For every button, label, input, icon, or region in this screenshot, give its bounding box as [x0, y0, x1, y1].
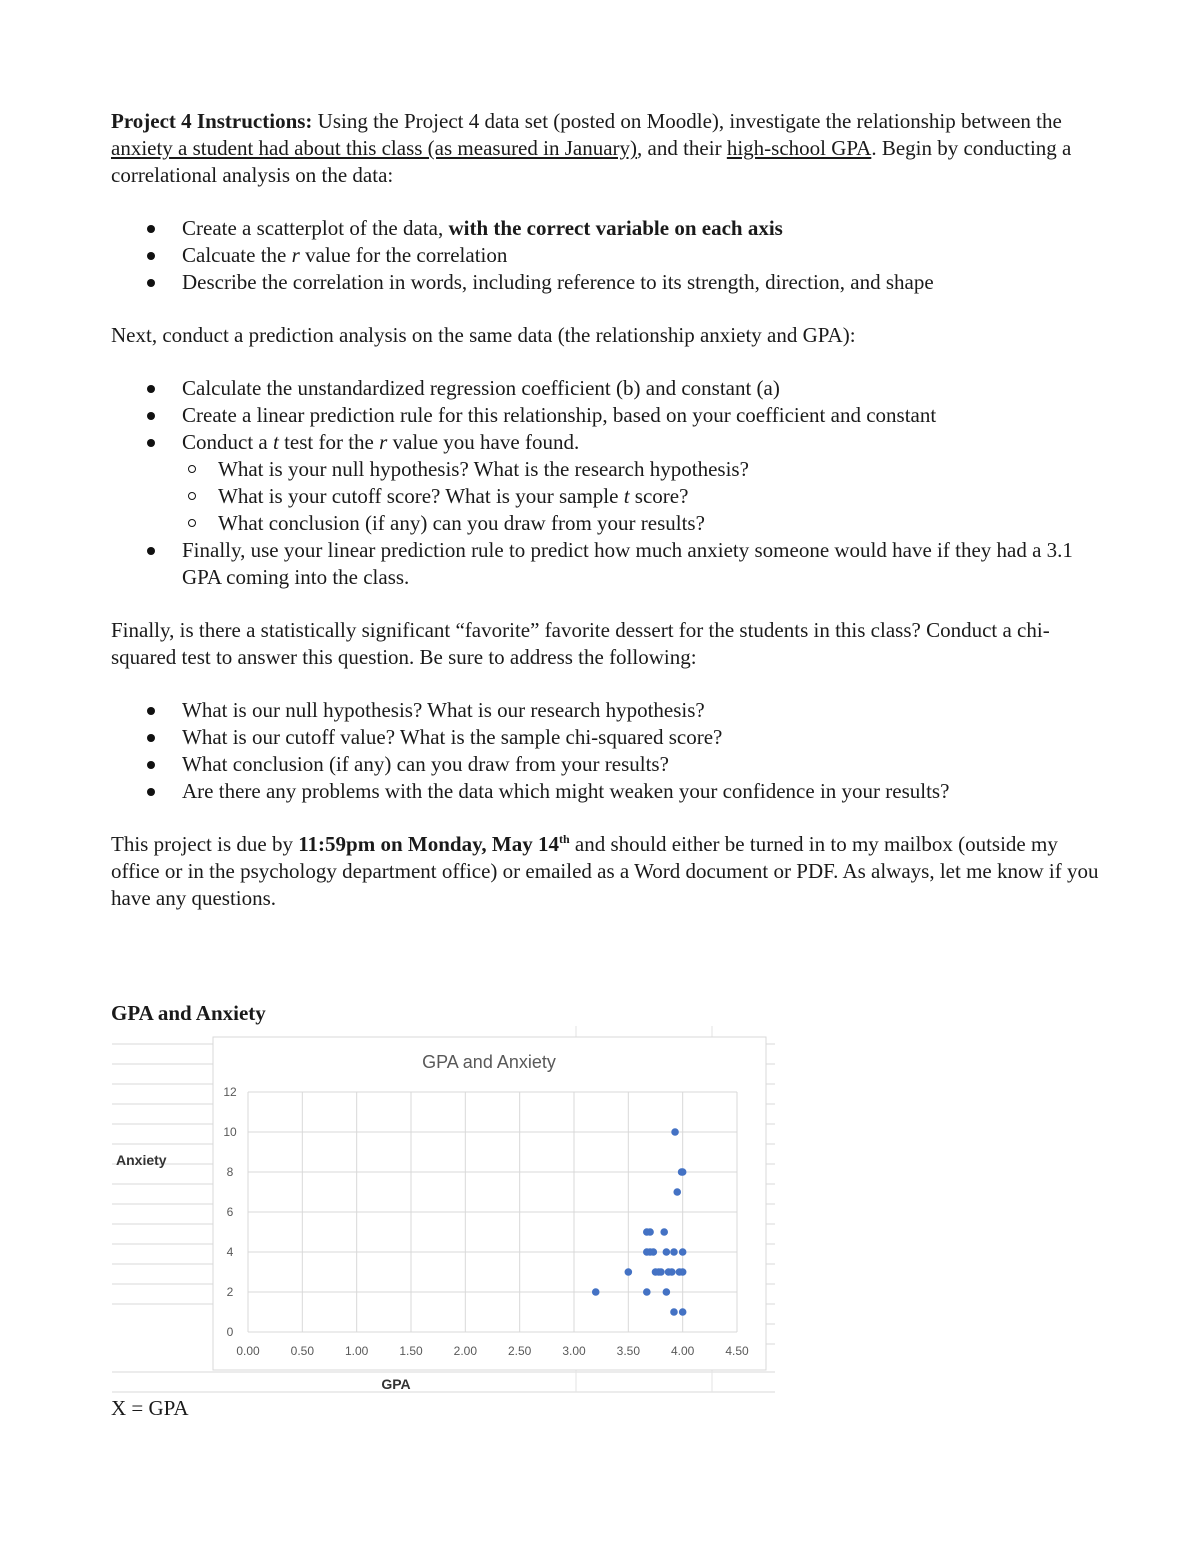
intro-text: . Begin by conducting a correlational analysis on the data: — [111, 136, 1072, 187]
data-point — [673, 1188, 681, 1196]
document-body — [111, 108, 1101, 912]
data-point — [643, 1288, 651, 1296]
y-tick-label: 8 — [226, 1165, 234, 1179]
list-item: Create a scatterplot of the data, with the correct variable on each axis — [111, 215, 1101, 242]
list-item: Create a linear prediction rule for this relationship, based on your coefficient and constant — [111, 402, 1101, 429]
intro-heading: Project 4 Instructions: — [111, 109, 313, 133]
list-item: What is our null hypothesis? What is our research hypothesis? — [111, 697, 1101, 724]
intro-text: , and their — [637, 136, 727, 160]
x-tick-label: 2.50 — [507, 1344, 532, 1358]
y-tick-label: 10 — [223, 1125, 237, 1139]
chi-squared-task-list — [111, 697, 1101, 805]
y-tick-label: 12 — [223, 1085, 237, 1099]
list-item: What is our cutoff value? What is the sample chi-squared score? — [111, 724, 1101, 751]
data-point — [679, 1248, 687, 1256]
data-point — [663, 1248, 671, 1256]
data-point — [671, 1128, 679, 1136]
data-point — [668, 1268, 676, 1276]
y-tick-label: 0 — [226, 1325, 234, 1339]
prediction-intro: Next, conduct a prediction analysis on the same data (the relationship anxiety and GPA): — [111, 323, 856, 347]
x-tick-label: 3.00 — [562, 1344, 586, 1358]
data-point — [679, 1168, 687, 1176]
x-tick-label: 0.00 — [236, 1344, 260, 1358]
correlation-task-list — [111, 215, 1101, 296]
x-tick-label: 4.50 — [725, 1344, 749, 1358]
list-item: Calculate the unstandardized regression coefficient (b) and constant (a) — [111, 375, 1101, 402]
prediction-task-list — [111, 375, 1101, 591]
data-point — [679, 1308, 687, 1316]
y-tick-label: 4 — [226, 1245, 234, 1259]
x-tick-label: 0.50 — [290, 1344, 315, 1358]
sub-list-item: What conclusion (if any) can you draw from your results? — [182, 510, 1101, 537]
data-point — [625, 1268, 633, 1276]
chart-section-heading: GPA and Anxiety — [111, 1001, 266, 1025]
x-tick-label: 1.50 — [399, 1344, 423, 1358]
data-point — [657, 1268, 665, 1276]
sub-list-item: What is your cutoff score? What is your sample t score? — [182, 483, 1101, 510]
sub-list-item: What is your null hypothesis? What is the research hypothesis? — [182, 456, 1101, 483]
scatter-chart — [100, 1020, 790, 1400]
data-point — [646, 1228, 654, 1236]
due-date-paragraph: This project is due by 11:59pm on Monday, May 14th and should either be turned in to my mailbox (outside my office or in the psychology department office) or emailed as a Word document or PDF. As always, let me know if you have any questions. — [111, 832, 1099, 910]
data-point — [670, 1308, 678, 1316]
data-point — [650, 1248, 658, 1256]
list-item: Finally, use your linear prediction rule to predict how much anxiety someone would have if they had a 3.1 GPA coming into the class. — [111, 537, 1101, 591]
anxiety-variable-underlined: anxiety a student had about this class (as measured in January) — [111, 136, 638, 160]
data-point — [592, 1288, 600, 1296]
list-item: Describe the correlation in words, including reference to its strength, direction, and shape — [111, 269, 1101, 296]
x-tick-label: 3.50 — [616, 1344, 641, 1358]
list-item: Calcuate the r value for the correlation — [111, 242, 1101, 269]
intro-text: Using the Project 4 data set (posted on Moodle), investigate the relationship between the — [312, 109, 1062, 133]
data-point — [679, 1268, 687, 1276]
list-item: Are there any problems with the data which might weaken your confidence in your results? — [111, 778, 1101, 805]
data-point — [670, 1248, 678, 1256]
list-item: Conduct a t test for the r value you have found. What is your null hypothesis? What is the research hypothesis? What is your cutoff score? What is your sample t score? What conclusion (if any) can you draw from your results? — [111, 429, 1101, 537]
gpa-variable-underlined: high-school GPA — [726, 136, 872, 160]
y-axis-label: Anxiety — [116, 1152, 167, 1168]
x-tick-label: 2.00 — [453, 1344, 478, 1358]
x-axis-label: GPA — [381, 1376, 411, 1392]
y-tick-label: 6 — [226, 1205, 234, 1219]
data-point — [660, 1228, 668, 1236]
list-item: What conclusion (if any) can you draw from your results? — [111, 751, 1101, 778]
data-point — [663, 1288, 671, 1296]
due-date: 11:59pm on Monday, May 14 — [298, 832, 559, 856]
x-tick-label: 1.00 — [344, 1344, 369, 1358]
x-variable-note: X = GPA — [111, 1396, 189, 1420]
chi-squared-intro: Finally, is there a statistically significant “favorite” favorite dessert for the students in this class? Conduct a chi-squared test to answer this question. Be sure to address the following: — [111, 618, 1050, 669]
chart-title: GPA and Anxiety — [422, 1052, 556, 1072]
t-test-sublist — [182, 456, 1101, 537]
x-tick-label: 4.00 — [670, 1344, 695, 1358]
y-tick-label: 2 — [226, 1285, 234, 1299]
scatter-chart-container — [100, 1020, 790, 1400]
intro-paragraph — [111, 108, 1101, 189]
